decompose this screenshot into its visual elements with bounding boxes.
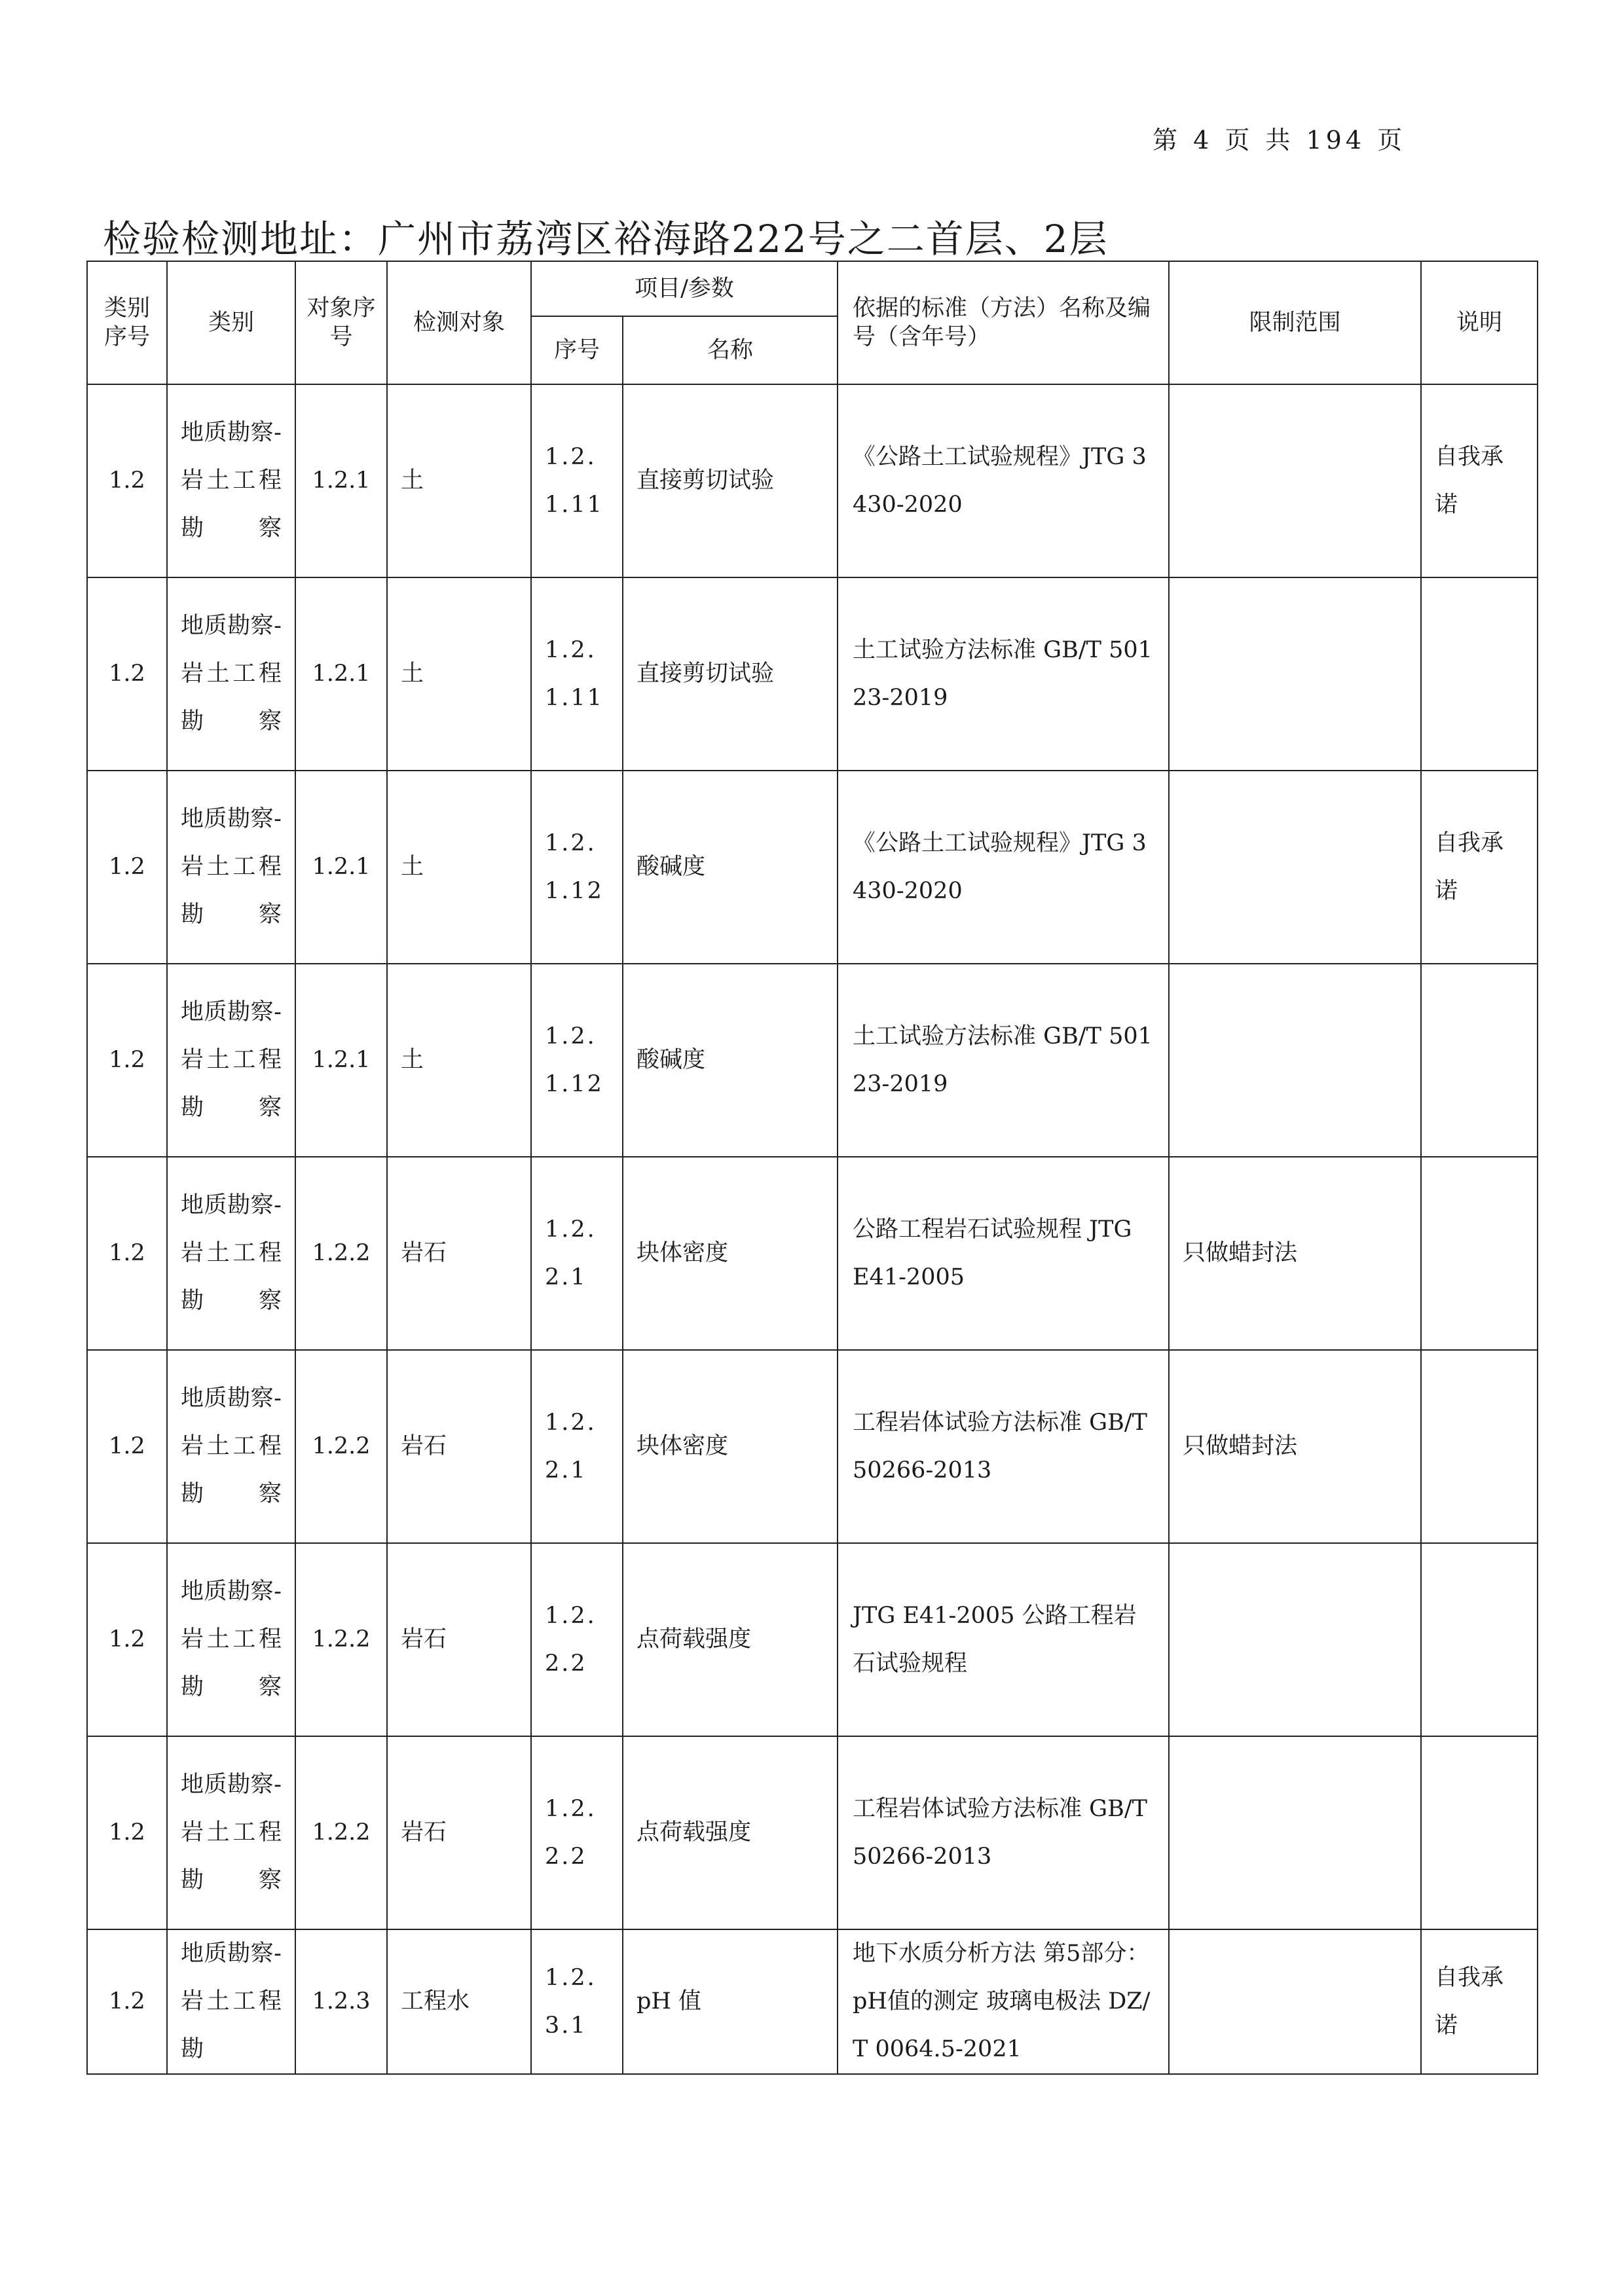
cell-object-no: 1.2.2 — [295, 1543, 387, 1736]
cell-item-no: 1.2.2.1 — [531, 1157, 623, 1350]
cell-standard: 土工试验方法标准 GB/T 50123-2019 — [838, 964, 1169, 1157]
cell-note — [1421, 1157, 1538, 1350]
table-row — [87, 964, 1538, 1157]
cell-limit — [1169, 1929, 1421, 2074]
cell-category: 地质勘察-岩土工程勘 — [167, 1929, 295, 2074]
cell-note — [1421, 1736, 1538, 1929]
cell-object: 岩石 — [387, 1543, 531, 1736]
cell-standard: 工程岩体试验方法标准 GB/T50266-2013 — [838, 1350, 1169, 1543]
cell-object: 工程水 — [387, 1929, 531, 2074]
cell-object-no: 1.2.1 — [295, 384, 387, 577]
cell-object: 土 — [387, 771, 531, 964]
cell-note — [1421, 1543, 1538, 1736]
cell-object: 岩石 — [387, 1157, 531, 1350]
cell-limit: 只做蜡封法 — [1169, 1157, 1421, 1350]
cell-object: 土 — [387, 964, 531, 1157]
cell-category: 地质勘察-岩土工程勘察 — [167, 1157, 295, 1350]
cell-category-no: 1.2 — [87, 1736, 167, 1929]
cell-note — [1421, 1350, 1538, 1543]
cell-item-name: pH 值 — [623, 1929, 838, 2074]
cell-object-no: 1.2.1 — [295, 577, 387, 771]
table-row — [87, 384, 1538, 577]
cell-object: 土 — [387, 384, 531, 577]
cell-item-name: 直接剪切试验 — [623, 577, 838, 771]
cell-note: 自我承诺 — [1421, 1929, 1538, 2074]
cell-category-no: 1.2 — [87, 771, 167, 964]
testing-address: 检验检测地址：广州市荔湾区裕海路222号之二首层、2层 — [103, 217, 1109, 261]
cell-category-no: 1.2 — [87, 1350, 167, 1543]
cell-object: 土 — [387, 577, 531, 771]
cell-category: 地质勘察-岩土工程勘察 — [167, 1736, 295, 1929]
cell-note — [1421, 964, 1538, 1157]
cell-item-name: 点荷载强度 — [623, 1543, 838, 1736]
cell-item-name: 酸碱度 — [623, 964, 838, 1157]
cell-item-no: 1.2.2.2 — [531, 1736, 623, 1929]
cell-standard: JTG E41-2005 公路工程岩石试验规程 — [838, 1543, 1169, 1736]
cell-limit — [1169, 964, 1421, 1157]
cell-standard: 公路工程岩石试验规程 JTG E41-2005 — [838, 1157, 1169, 1350]
table-row — [87, 771, 1538, 964]
cell-object-no: 1.2.1 — [295, 771, 387, 964]
cell-category-no: 1.2 — [87, 1929, 167, 2074]
header-category: 类别 — [167, 261, 295, 384]
cell-limit — [1169, 771, 1421, 964]
header-object: 检测对象 — [387, 261, 531, 384]
cell-standard: 土工试验方法标准 GB/T 50123-2019 — [838, 577, 1169, 771]
header-item-no: 序号 — [531, 316, 623, 384]
page-number: 第 4 页 共 194 页 — [1153, 126, 1407, 155]
header-item-group: 项目/参数 — [531, 261, 838, 316]
cell-standard: 《公路土工试验规程》JTG 3430-2020 — [838, 771, 1169, 964]
cell-category: 地质勘察-岩土工程勘察 — [167, 1543, 295, 1736]
cell-note: 自我承诺 — [1421, 771, 1538, 964]
table-row — [87, 1929, 1538, 2074]
cell-item-no: 1.2.1.12 — [531, 771, 623, 964]
table-row — [87, 577, 1538, 771]
cell-object-no: 1.2.2 — [295, 1350, 387, 1543]
cell-category: 地质勘察-岩土工程勘察 — [167, 577, 295, 771]
cell-limit — [1169, 1543, 1421, 1736]
cell-standard: 地下水质分析方法 第5部分：pH值的测定 玻璃电极法 DZ/T 0064.5-2021 — [838, 1929, 1169, 2074]
table-row — [87, 1736, 1538, 1929]
cell-item-no: 1.2.1.11 — [531, 577, 623, 771]
table-row — [87, 1350, 1538, 1543]
cell-item-no: 1.2.2.2 — [531, 1543, 623, 1736]
cell-object-no: 1.2.3 — [295, 1929, 387, 2074]
header-standard: 依据的标准（方法）名称及编号（含年号） — [838, 261, 1169, 384]
cell-category: 地质勘察-岩土工程勘察 — [167, 1350, 295, 1543]
cell-item-no: 1.2.3.1 — [531, 1929, 623, 2074]
header-category-no: 类别序号 — [87, 261, 167, 384]
cell-standard: 《公路土工试验规程》JTG 3430-2020 — [838, 384, 1169, 577]
cell-item-name: 酸碱度 — [623, 771, 838, 964]
header-limit: 限制范围 — [1169, 261, 1421, 384]
cell-object-no: 1.2.2 — [295, 1157, 387, 1350]
table-row — [87, 1157, 1538, 1350]
cell-object-no: 1.2.1 — [295, 964, 387, 1157]
cell-category: 地质勘察-岩土工程勘察 — [167, 771, 295, 964]
cell-standard: 工程岩体试验方法标准 GB/T 50266-2013 — [838, 1736, 1169, 1929]
header-object-no: 对象序号 — [295, 261, 387, 384]
cell-limit — [1169, 577, 1421, 771]
cell-limit — [1169, 384, 1421, 577]
header-item-name: 名称 — [623, 316, 838, 384]
cell-object: 岩石 — [387, 1736, 531, 1929]
cell-item-name: 点荷载强度 — [623, 1736, 838, 1929]
cell-category-no: 1.2 — [87, 1157, 167, 1350]
cell-note: 自我承诺 — [1421, 384, 1538, 577]
cell-category-no: 1.2 — [87, 1543, 167, 1736]
cell-item-no: 1.2.1.11 — [531, 384, 623, 577]
scope-table — [86, 261, 1538, 2075]
cell-limit: 只做蜡封法 — [1169, 1350, 1421, 1543]
cell-category-no: 1.2 — [87, 577, 167, 771]
cell-object: 岩石 — [387, 1350, 531, 1543]
cell-category-no: 1.2 — [87, 964, 167, 1157]
cell-item-name: 直接剪切试验 — [623, 384, 838, 577]
cell-object-no: 1.2.2 — [295, 1736, 387, 1929]
cell-item-name: 块体密度 — [623, 1157, 838, 1350]
table-row — [87, 1543, 1538, 1736]
header-note: 说明 — [1421, 261, 1538, 384]
cell-category: 地质勘察-岩土工程勘察 — [167, 964, 295, 1157]
cell-category: 地质勘察-岩土工程勘察 — [167, 384, 295, 577]
cell-category-no: 1.2 — [87, 384, 167, 577]
cell-item-name: 块体密度 — [623, 1350, 838, 1543]
cell-note — [1421, 577, 1538, 771]
cell-limit — [1169, 1736, 1421, 1929]
cell-item-no: 1.2.1.12 — [531, 964, 623, 1157]
cell-item-no: 1.2.2.1 — [531, 1350, 623, 1543]
